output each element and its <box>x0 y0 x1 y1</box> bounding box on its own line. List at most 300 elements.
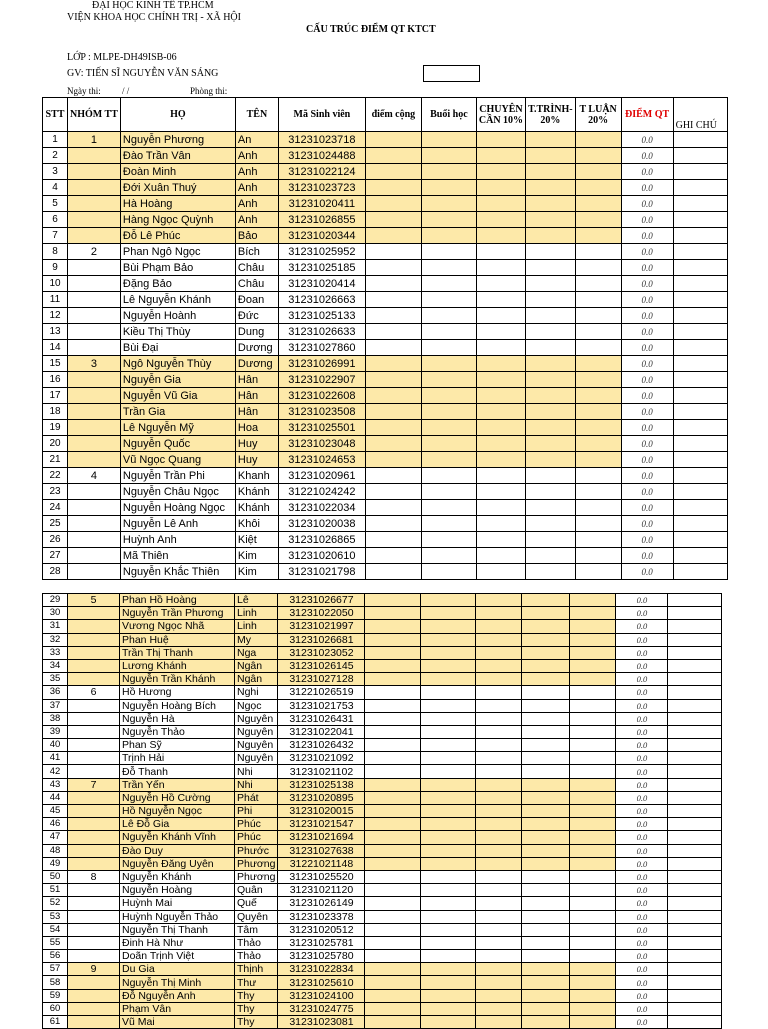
essay-cell[interactable] <box>575 388 621 404</box>
sessions-cell[interactable] <box>421 164 476 180</box>
note-cell[interactable] <box>668 831 722 844</box>
attendance-cell[interactable] <box>476 976 522 989</box>
bonus-cell[interactable] <box>365 725 421 738</box>
note-cell[interactable] <box>668 739 722 752</box>
note-cell[interactable] <box>673 388 727 404</box>
essay-cell[interactable] <box>575 132 621 148</box>
essay-cell[interactable] <box>570 739 616 752</box>
presentation-cell[interactable] <box>522 870 570 883</box>
attendance-cell[interactable] <box>476 831 522 844</box>
essay-cell[interactable] <box>575 500 621 516</box>
note-cell[interactable] <box>673 276 727 292</box>
attendance-cell[interactable] <box>476 673 522 686</box>
note-cell[interactable] <box>668 725 722 738</box>
note-cell[interactable] <box>673 564 727 580</box>
note-cell[interactable] <box>673 436 727 452</box>
essay-cell[interactable] <box>575 260 621 276</box>
presentation-cell[interactable] <box>522 791 570 804</box>
attendance-cell[interactable] <box>476 923 522 936</box>
attendance-cell[interactable] <box>476 857 522 870</box>
bonus-cell[interactable] <box>365 659 421 672</box>
sessions-cell[interactable] <box>421 356 476 372</box>
attendance-cell[interactable] <box>476 564 525 580</box>
attendance-cell[interactable] <box>476 699 522 712</box>
attendance-cell[interactable] <box>476 989 522 1002</box>
note-cell[interactable] <box>673 212 727 228</box>
attendance-cell[interactable] <box>476 404 525 420</box>
sessions-cell[interactable] <box>421 228 476 244</box>
bonus-cell[interactable] <box>365 468 421 484</box>
note-cell[interactable] <box>668 897 722 910</box>
sessions-cell[interactable] <box>421 308 476 324</box>
presentation-cell[interactable] <box>522 831 570 844</box>
essay-cell[interactable] <box>575 548 621 564</box>
presentation-cell[interactable] <box>526 148 576 164</box>
note-cell[interactable] <box>668 936 722 949</box>
bonus-cell[interactable] <box>365 818 421 831</box>
presentation-cell[interactable] <box>522 989 570 1002</box>
sessions-cell[interactable] <box>421 388 476 404</box>
essay-cell[interactable] <box>570 857 616 870</box>
presentation-cell[interactable] <box>522 712 570 725</box>
sessions-cell[interactable] <box>421 805 476 818</box>
note-cell[interactable] <box>668 594 722 607</box>
note-cell[interactable] <box>668 712 722 725</box>
sessions-cell[interactable] <box>421 180 476 196</box>
bonus-cell[interactable] <box>365 936 421 949</box>
essay-cell[interactable] <box>570 659 616 672</box>
presentation-cell[interactable] <box>522 752 570 765</box>
note-cell[interactable] <box>673 340 727 356</box>
bonus-cell[interactable] <box>365 180 421 196</box>
bonus-cell[interactable] <box>365 340 421 356</box>
attendance-cell[interactable] <box>476 725 522 738</box>
essay-cell[interactable] <box>570 673 616 686</box>
attendance-cell[interactable] <box>476 844 522 857</box>
presentation-cell[interactable] <box>522 739 570 752</box>
essay-cell[interactable] <box>570 699 616 712</box>
note-cell[interactable] <box>673 548 727 564</box>
attendance-cell[interactable] <box>476 260 525 276</box>
sessions-cell[interactable] <box>421 659 476 672</box>
note-cell[interactable] <box>668 1016 722 1029</box>
note-cell[interactable] <box>673 420 727 436</box>
presentation-cell[interactable] <box>526 564 576 580</box>
essay-cell[interactable] <box>570 752 616 765</box>
presentation-cell[interactable] <box>526 500 576 516</box>
presentation-cell[interactable] <box>522 699 570 712</box>
sessions-cell[interactable] <box>421 324 476 340</box>
bonus-cell[interactable] <box>365 548 421 564</box>
attendance-cell[interactable] <box>476 228 525 244</box>
sessions-cell[interactable] <box>421 963 476 976</box>
essay-cell[interactable] <box>570 963 616 976</box>
note-cell[interactable] <box>673 148 727 164</box>
essay-cell[interactable] <box>570 870 616 883</box>
attendance-cell[interactable] <box>476 646 522 659</box>
bonus-cell[interactable] <box>365 923 421 936</box>
bonus-cell[interactable] <box>365 1016 421 1029</box>
essay-cell[interactable] <box>570 844 616 857</box>
bonus-cell[interactable] <box>365 607 421 620</box>
essay-cell[interactable] <box>575 420 621 436</box>
presentation-cell[interactable] <box>522 963 570 976</box>
bonus-cell[interactable] <box>365 356 421 372</box>
sessions-cell[interactable] <box>421 292 476 308</box>
attendance-cell[interactable] <box>476 500 525 516</box>
attendance-cell[interactable] <box>476 620 522 633</box>
sessions-cell[interactable] <box>421 148 476 164</box>
presentation-cell[interactable] <box>526 292 576 308</box>
sessions-cell[interactable] <box>421 196 476 212</box>
attendance-cell[interactable] <box>476 659 522 672</box>
sessions-cell[interactable] <box>421 516 476 532</box>
sessions-cell[interactable] <box>421 1002 476 1015</box>
attendance-cell[interactable] <box>476 212 525 228</box>
bonus-cell[interactable] <box>365 739 421 752</box>
bonus-cell[interactable] <box>365 452 421 468</box>
sessions-cell[interactable] <box>421 532 476 548</box>
attendance-cell[interactable] <box>476 164 525 180</box>
presentation-cell[interactable] <box>522 620 570 633</box>
bonus-cell[interactable] <box>365 633 421 646</box>
bonus-cell[interactable] <box>365 196 421 212</box>
attendance-cell[interactable] <box>476 791 522 804</box>
attendance-cell[interactable] <box>476 936 522 949</box>
essay-cell[interactable] <box>575 468 621 484</box>
sessions-cell[interactable] <box>421 260 476 276</box>
note-cell[interactable] <box>668 646 722 659</box>
bonus-cell[interactable] <box>365 164 421 180</box>
essay-cell[interactable] <box>575 356 621 372</box>
sessions-cell[interactable] <box>421 818 476 831</box>
sessions-cell[interactable] <box>421 420 476 436</box>
bonus-cell[interactable] <box>365 132 421 148</box>
presentation-cell[interactable] <box>522 594 570 607</box>
note-cell[interactable] <box>668 976 722 989</box>
essay-cell[interactable] <box>575 196 621 212</box>
attendance-cell[interactable] <box>476 1002 522 1015</box>
note-cell[interactable] <box>673 324 727 340</box>
note-cell[interactable] <box>673 228 727 244</box>
essay-cell[interactable] <box>575 516 621 532</box>
essay-cell[interactable] <box>570 791 616 804</box>
essay-cell[interactable] <box>570 1002 616 1015</box>
bonus-cell[interactable] <box>365 436 421 452</box>
attendance-cell[interactable] <box>476 148 525 164</box>
attendance-cell[interactable] <box>476 372 525 388</box>
essay-cell[interactable] <box>575 404 621 420</box>
essay-cell[interactable] <box>575 340 621 356</box>
bonus-cell[interactable] <box>365 244 421 260</box>
presentation-cell[interactable] <box>526 468 576 484</box>
note-cell[interactable] <box>668 963 722 976</box>
bonus-cell[interactable] <box>365 404 421 420</box>
bonus-cell[interactable] <box>365 963 421 976</box>
note-cell[interactable] <box>673 132 727 148</box>
sessions-cell[interactable] <box>421 404 476 420</box>
bonus-cell[interactable] <box>365 805 421 818</box>
sessions-cell[interactable] <box>421 870 476 883</box>
sessions-cell[interactable] <box>421 340 476 356</box>
attendance-cell[interactable] <box>476 324 525 340</box>
essay-cell[interactable] <box>575 372 621 388</box>
essay-cell[interactable] <box>575 564 621 580</box>
note-cell[interactable] <box>668 844 722 857</box>
bonus-cell[interactable] <box>365 260 421 276</box>
bonus-cell[interactable] <box>365 897 421 910</box>
bonus-cell[interactable] <box>365 148 421 164</box>
bonus-cell[interactable] <box>365 844 421 857</box>
attendance-cell[interactable] <box>476 244 525 260</box>
presentation-cell[interactable] <box>526 436 576 452</box>
note-cell[interactable] <box>673 356 727 372</box>
note-cell[interactable] <box>673 484 727 500</box>
essay-cell[interactable] <box>575 324 621 340</box>
sessions-cell[interactable] <box>421 976 476 989</box>
attendance-cell[interactable] <box>476 420 525 436</box>
bonus-cell[interactable] <box>365 976 421 989</box>
presentation-cell[interactable] <box>526 420 576 436</box>
sessions-cell[interactable] <box>421 244 476 260</box>
bonus-cell[interactable] <box>365 484 421 500</box>
sessions-cell[interactable] <box>421 594 476 607</box>
attendance-cell[interactable] <box>476 752 522 765</box>
presentation-cell[interactable] <box>522 765 570 778</box>
essay-cell[interactable] <box>575 436 621 452</box>
essay-cell[interactable] <box>575 484 621 500</box>
sessions-cell[interactable] <box>421 712 476 725</box>
presentation-cell[interactable] <box>522 857 570 870</box>
attendance-cell[interactable] <box>476 963 522 976</box>
sessions-cell[interactable] <box>421 484 476 500</box>
note-cell[interactable] <box>668 884 722 897</box>
presentation-cell[interactable] <box>526 260 576 276</box>
note-cell[interactable] <box>668 778 722 791</box>
essay-cell[interactable] <box>575 292 621 308</box>
essay-cell[interactable] <box>570 805 616 818</box>
essay-cell[interactable] <box>570 976 616 989</box>
presentation-cell[interactable] <box>526 132 576 148</box>
presentation-cell[interactable] <box>522 950 570 963</box>
presentation-cell[interactable] <box>522 884 570 897</box>
attendance-cell[interactable] <box>476 778 522 791</box>
essay-cell[interactable] <box>575 164 621 180</box>
presentation-cell[interactable] <box>526 548 576 564</box>
attendance-cell[interactable] <box>476 884 522 897</box>
attendance-cell[interactable] <box>476 292 525 308</box>
presentation-cell[interactable] <box>526 228 576 244</box>
note-cell[interactable] <box>673 404 727 420</box>
sessions-cell[interactable] <box>421 468 476 484</box>
bonus-cell[interactable] <box>365 673 421 686</box>
presentation-cell[interactable] <box>526 356 576 372</box>
bonus-cell[interactable] <box>365 752 421 765</box>
presentation-cell[interactable] <box>526 196 576 212</box>
essay-cell[interactable] <box>575 148 621 164</box>
sessions-cell[interactable] <box>421 673 476 686</box>
sessions-cell[interactable] <box>421 844 476 857</box>
bonus-cell[interactable] <box>365 372 421 388</box>
note-cell[interactable] <box>668 1002 722 1015</box>
essay-cell[interactable] <box>570 910 616 923</box>
attendance-cell[interactable] <box>476 356 525 372</box>
attendance-cell[interactable] <box>476 712 522 725</box>
sessions-cell[interactable] <box>421 646 476 659</box>
presentation-cell[interactable] <box>526 324 576 340</box>
presentation-cell[interactable] <box>522 607 570 620</box>
note-cell[interactable] <box>668 765 722 778</box>
presentation-cell[interactable] <box>522 778 570 791</box>
bonus-cell[interactable] <box>365 292 421 308</box>
essay-cell[interactable] <box>575 228 621 244</box>
presentation-cell[interactable] <box>526 532 576 548</box>
bonus-cell[interactable] <box>365 1002 421 1015</box>
note-cell[interactable] <box>668 699 722 712</box>
note-cell[interactable] <box>673 516 727 532</box>
attendance-cell[interactable] <box>476 897 522 910</box>
note-cell[interactable] <box>668 791 722 804</box>
bonus-cell[interactable] <box>365 831 421 844</box>
bonus-cell[interactable] <box>365 516 421 532</box>
presentation-cell[interactable] <box>522 673 570 686</box>
presentation-cell[interactable] <box>522 633 570 646</box>
attendance-cell[interactable] <box>476 686 522 699</box>
sessions-cell[interactable] <box>421 1016 476 1029</box>
essay-cell[interactable] <box>570 778 616 791</box>
essay-cell[interactable] <box>570 897 616 910</box>
essay-cell[interactable] <box>570 607 616 620</box>
note-cell[interactable] <box>673 260 727 276</box>
bonus-cell[interactable] <box>365 646 421 659</box>
attendance-cell[interactable] <box>476 388 525 404</box>
sessions-cell[interactable] <box>421 276 476 292</box>
note-cell[interactable] <box>673 468 727 484</box>
presentation-cell[interactable] <box>526 180 576 196</box>
attendance-cell[interactable] <box>476 484 525 500</box>
bonus-cell[interactable] <box>365 870 421 883</box>
bonus-cell[interactable] <box>365 778 421 791</box>
attendance-cell[interactable] <box>476 870 522 883</box>
note-cell[interactable] <box>673 500 727 516</box>
attendance-cell[interactable] <box>476 594 522 607</box>
attendance-cell[interactable] <box>476 805 522 818</box>
attendance-cell[interactable] <box>476 739 522 752</box>
essay-cell[interactable] <box>570 884 616 897</box>
attendance-cell[interactable] <box>476 633 522 646</box>
presentation-cell[interactable] <box>522 923 570 936</box>
presentation-cell[interactable] <box>526 404 576 420</box>
note-cell[interactable] <box>668 752 722 765</box>
note-cell[interactable] <box>668 857 722 870</box>
note-cell[interactable] <box>673 308 727 324</box>
bonus-cell[interactable] <box>365 420 421 436</box>
bonus-cell[interactable] <box>365 388 421 404</box>
sessions-cell[interactable] <box>421 910 476 923</box>
bonus-cell[interactable] <box>365 686 421 699</box>
essay-cell[interactable] <box>570 725 616 738</box>
attendance-cell[interactable] <box>476 607 522 620</box>
presentation-cell[interactable] <box>526 244 576 260</box>
attendance-cell[interactable] <box>476 950 522 963</box>
presentation-cell[interactable] <box>526 516 576 532</box>
note-cell[interactable] <box>668 659 722 672</box>
note-cell[interactable] <box>668 989 722 1002</box>
sessions-cell[interactable] <box>421 765 476 778</box>
attendance-cell[interactable] <box>476 276 525 292</box>
sessions-cell[interactable] <box>421 686 476 699</box>
note-cell[interactable] <box>673 164 727 180</box>
essay-cell[interactable] <box>575 532 621 548</box>
sessions-cell[interactable] <box>421 132 476 148</box>
essay-cell[interactable] <box>570 765 616 778</box>
essay-cell[interactable] <box>570 923 616 936</box>
attendance-cell[interactable] <box>476 765 522 778</box>
presentation-cell[interactable] <box>526 452 576 468</box>
attendance-cell[interactable] <box>476 132 525 148</box>
sessions-cell[interactable] <box>421 500 476 516</box>
sessions-cell[interactable] <box>421 436 476 452</box>
essay-cell[interactable] <box>570 950 616 963</box>
attendance-cell[interactable] <box>476 468 525 484</box>
presentation-cell[interactable] <box>526 164 576 180</box>
essay-cell[interactable] <box>570 1016 616 1029</box>
essay-cell[interactable] <box>570 620 616 633</box>
presentation-cell[interactable] <box>522 897 570 910</box>
sessions-cell[interactable] <box>421 620 476 633</box>
essay-cell[interactable] <box>575 308 621 324</box>
presentation-cell[interactable] <box>526 212 576 228</box>
bonus-cell[interactable] <box>365 594 421 607</box>
bonus-cell[interactable] <box>365 532 421 548</box>
attendance-cell[interactable] <box>476 910 522 923</box>
essay-cell[interactable] <box>575 180 621 196</box>
note-cell[interactable] <box>673 292 727 308</box>
bonus-cell[interactable] <box>365 910 421 923</box>
note-cell[interactable] <box>668 673 722 686</box>
sessions-cell[interactable] <box>421 857 476 870</box>
presentation-cell[interactable] <box>522 1002 570 1015</box>
essay-cell[interactable] <box>570 686 616 699</box>
essay-cell[interactable] <box>570 818 616 831</box>
attendance-cell[interactable] <box>476 516 525 532</box>
attendance-cell[interactable] <box>476 532 525 548</box>
sessions-cell[interactable] <box>421 564 476 580</box>
presentation-cell[interactable] <box>526 388 576 404</box>
attendance-cell[interactable] <box>476 548 525 564</box>
note-cell[interactable] <box>668 686 722 699</box>
bonus-cell[interactable] <box>365 212 421 228</box>
presentation-cell[interactable] <box>522 818 570 831</box>
bonus-cell[interactable] <box>365 228 421 244</box>
bonus-cell[interactable] <box>365 276 421 292</box>
note-cell[interactable] <box>668 607 722 620</box>
note-cell[interactable] <box>673 244 727 260</box>
bonus-cell[interactable] <box>365 699 421 712</box>
essay-cell[interactable] <box>570 712 616 725</box>
bonus-cell[interactable] <box>365 324 421 340</box>
sessions-cell[interactable] <box>421 739 476 752</box>
note-cell[interactable] <box>668 870 722 883</box>
presentation-cell[interactable] <box>526 372 576 388</box>
essay-cell[interactable] <box>570 633 616 646</box>
note-cell[interactable] <box>673 372 727 388</box>
attendance-cell[interactable] <box>476 436 525 452</box>
note-cell[interactable] <box>673 452 727 468</box>
presentation-cell[interactable] <box>526 276 576 292</box>
essay-cell[interactable] <box>570 936 616 949</box>
sessions-cell[interactable] <box>421 791 476 804</box>
